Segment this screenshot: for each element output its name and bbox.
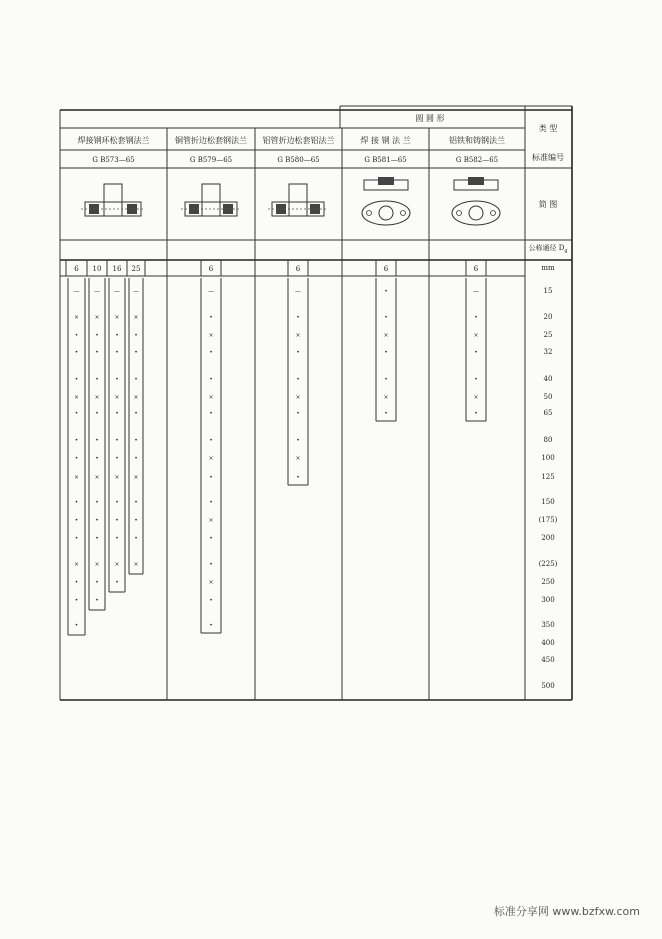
- availability-mark: •: [115, 332, 119, 339]
- availability-mark: •: [134, 349, 138, 356]
- availability-mark: •: [134, 455, 138, 462]
- dn-value: 50: [543, 393, 553, 401]
- availability-mark: •: [134, 499, 138, 506]
- availability-mark: ×: [114, 474, 120, 481]
- dn-value: 400: [541, 639, 555, 647]
- availability-mark: ×: [133, 474, 139, 481]
- availability-mark: ×: [295, 332, 301, 339]
- availability-mark: •: [74, 349, 79, 356]
- availability-mark: •: [115, 579, 119, 586]
- column-std: G B579—65: [189, 156, 233, 164]
- availability-mark: •: [209, 314, 213, 321]
- flange-drawing: [452, 177, 500, 225]
- dn-value: 125: [541, 473, 555, 481]
- availability-mark: •: [209, 622, 213, 629]
- availability-mark: •: [115, 535, 119, 542]
- availability-mark: •: [115, 437, 119, 444]
- dn-value: 100: [541, 454, 555, 462]
- availability-mark: •: [384, 349, 388, 356]
- availability-mark: •: [74, 455, 79, 462]
- availability-mark: ×: [114, 561, 120, 568]
- availability-mark: •: [95, 376, 99, 383]
- flange-drawing: [362, 177, 410, 225]
- availability-mark: •: [209, 376, 213, 383]
- availability-mark: •: [474, 376, 478, 383]
- availability-mark: •: [474, 314, 478, 321]
- availability-mark: ×: [383, 332, 389, 339]
- pressure-label: 6: [208, 265, 214, 273]
- availability-mark: •: [115, 349, 119, 356]
- availability-mark: •: [95, 517, 99, 524]
- availability-mark: •: [74, 376, 79, 383]
- availability-mark: •: [209, 499, 213, 506]
- availability-mark: •: [134, 517, 138, 524]
- dn-value: 15: [543, 287, 553, 295]
- availability-mark: •: [134, 535, 138, 542]
- availability-mark: •: [474, 410, 478, 417]
- availability-mark: •: [74, 410, 79, 417]
- availability-mark: ×: [208, 579, 214, 586]
- availability-mark: •: [115, 499, 119, 506]
- dn-value: 32: [543, 348, 553, 356]
- availability-mark: ×: [94, 474, 100, 481]
- watermark: 标准分享网 www.bzfxw.com: [493, 905, 640, 918]
- availability-mark: ×: [94, 314, 100, 321]
- dn-value: 25: [543, 331, 553, 339]
- availability-mark: ×: [73, 314, 80, 321]
- availability-mark: •: [95, 535, 99, 542]
- availability-mark: ×: [383, 394, 389, 401]
- availability-mark: —: [73, 288, 80, 295]
- pressure-label: 6: [295, 265, 301, 273]
- column-name: 焊 接 钢 法 兰: [360, 136, 411, 145]
- column-name: 焊接钢环松套钢法兰: [77, 136, 150, 145]
- dn-value: 250: [541, 578, 555, 586]
- dn-value: (225): [538, 560, 558, 568]
- unit-label: mm: [541, 264, 555, 272]
- availability-mark: ×: [208, 517, 214, 524]
- availability-mark: •: [296, 410, 300, 417]
- availability-mark: •: [134, 376, 138, 383]
- column-std: G B573—65: [92, 156, 135, 164]
- availability-mark: •: [95, 410, 99, 417]
- pressure-label: 25: [131, 265, 141, 273]
- availability-mark: ×: [208, 455, 214, 462]
- type-label: 类 型: [538, 124, 558, 133]
- availability-mark: •: [74, 437, 79, 444]
- availability-mark: •: [209, 597, 213, 604]
- dn-value: 200: [541, 534, 555, 542]
- availability-mark: •: [95, 499, 99, 506]
- availability-mark: •: [296, 314, 300, 321]
- dn-value: 350: [541, 621, 555, 629]
- availability-mark: •: [74, 622, 79, 629]
- availability-mark: ×: [114, 394, 120, 401]
- availability-mark: •: [209, 437, 213, 444]
- availability-mark: •: [384, 314, 388, 321]
- availability-mark: ×: [73, 474, 80, 481]
- availability-mark: •: [134, 437, 138, 444]
- availability-mark: •: [209, 561, 213, 568]
- availability-mark: •: [95, 437, 99, 444]
- availability-mark: •: [296, 437, 300, 444]
- availability-mark: •: [296, 349, 300, 356]
- availability-mark: •: [134, 332, 138, 339]
- std-label: 标准编号: [532, 153, 564, 162]
- availability-mark: •: [95, 597, 99, 604]
- fig-label: 简 图: [538, 200, 558, 209]
- availability-mark: •: [384, 410, 388, 417]
- availability-mark: ×: [208, 394, 214, 401]
- availability-mark: —: [94, 288, 100, 295]
- availability-mark: ×: [133, 314, 139, 321]
- availability-mark: •: [296, 474, 300, 481]
- column-name: 铜管折边松套钢法兰: [175, 136, 247, 145]
- availability-mark: —: [114, 288, 120, 295]
- availability-mark: •: [115, 455, 119, 462]
- pressure-label: 6: [383, 265, 389, 273]
- availability-mark: ×: [473, 394, 479, 401]
- table-frame: [60, 106, 572, 700]
- dn-value: 40: [543, 375, 553, 383]
- availability-mark: ×: [94, 394, 100, 401]
- availability-mark: —: [473, 288, 479, 295]
- flange-drawing: [81, 184, 145, 216]
- availability-mark: ×: [94, 561, 100, 568]
- column-name: 铝管折边松套铝法兰: [262, 136, 335, 145]
- flange-drawing: [181, 184, 241, 216]
- column-std: G B581—65: [364, 156, 407, 164]
- availability-mark: •: [115, 517, 119, 524]
- dn-label: 公称通径 $D_g$: [528, 244, 568, 254]
- availability-mark: •: [296, 376, 300, 383]
- availability-mark: •: [209, 474, 213, 481]
- pressure-label: 6: [473, 265, 479, 273]
- pressure-label: 6: [74, 265, 79, 273]
- availability-mark: ×: [73, 394, 80, 401]
- availability-mark: —: [295, 288, 301, 295]
- availability-mark: •: [74, 499, 79, 506]
- dn-value: 500: [541, 682, 555, 690]
- availability-mark: •: [74, 579, 79, 586]
- availability-mark: •: [74, 597, 79, 604]
- availability-mark: —: [133, 288, 139, 295]
- column-std: G B580—65: [277, 156, 320, 164]
- availability-mark: •: [134, 410, 138, 417]
- availability-mark: —: [208, 288, 214, 295]
- availability-mark: ×: [73, 561, 80, 568]
- availability-mark: •: [209, 349, 213, 356]
- dn-value: 65: [543, 409, 553, 417]
- group-label: 圆 圆 形: [415, 114, 445, 123]
- availability-mark: ×: [208, 332, 214, 339]
- availability-mark: •: [115, 410, 119, 417]
- availability-mark: •: [115, 376, 119, 383]
- pressure-label: 10: [92, 265, 102, 273]
- dn-value: 80: [543, 436, 553, 444]
- availability-mark: ×: [295, 455, 301, 462]
- availability-mark: •: [474, 349, 478, 356]
- availability-mark: ×: [133, 561, 139, 568]
- availability-mark: •: [384, 288, 388, 295]
- dn-value: 150: [541, 498, 555, 506]
- pressure-label: 16: [112, 265, 122, 273]
- dn-value: 300: [541, 596, 555, 604]
- availability-mark: •: [74, 517, 79, 524]
- availability-mark: ×: [473, 332, 479, 339]
- dn-value: 20: [543, 313, 553, 321]
- availability-mark: ×: [114, 314, 120, 321]
- availability-mark: •: [95, 332, 99, 339]
- availability-mark: ×: [295, 394, 301, 401]
- availability-mark: •: [74, 535, 79, 542]
- availability-mark: •: [95, 579, 99, 586]
- availability-mark: •: [95, 349, 99, 356]
- availability-mark: ×: [133, 394, 139, 401]
- flange-drawing: [268, 184, 328, 216]
- dn-value: 450: [541, 656, 555, 664]
- column-name: 铝铁和铸钢法兰: [449, 136, 505, 145]
- column-std: G B582—65: [455, 156, 499, 164]
- availability-mark: •: [209, 410, 213, 417]
- dn-value: (175): [538, 516, 558, 524]
- availability-mark: •: [95, 455, 99, 462]
- availability-mark: •: [74, 332, 79, 339]
- availability-mark: •: [384, 376, 388, 383]
- availability-mark: •: [209, 535, 213, 542]
